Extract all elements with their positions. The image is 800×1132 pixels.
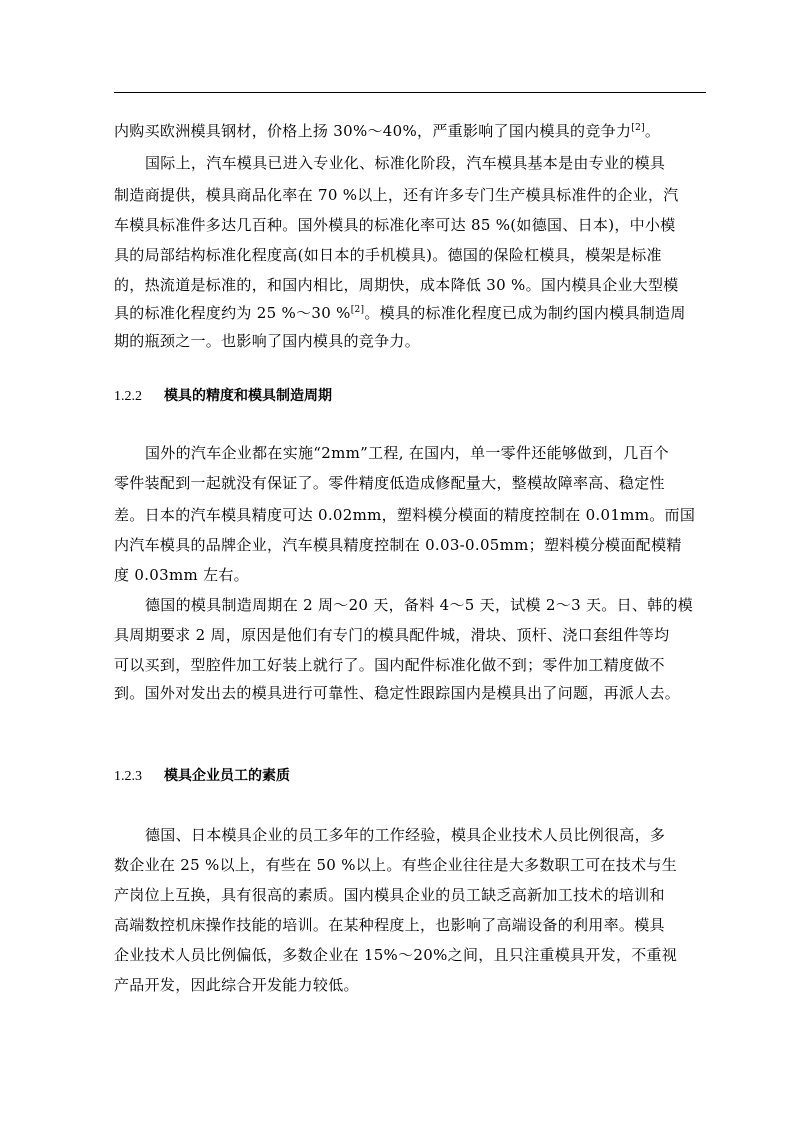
- paragraph-line: 到。国外对发出去的模具进行可靠性、稳定性跟踪国内是模具出了问题，再派人去。: [114, 684, 681, 702]
- paragraph-line: 的，热流道是标准的，和国内相比，周期快，成本降低 30 %。国内模具企业大型模: [114, 276, 679, 294]
- header-rule: [114, 92, 706, 93]
- section-title: 模具企业员工的素质: [164, 768, 290, 784]
- section-number: 1.2.3: [114, 769, 142, 784]
- line-text: 。: [644, 122, 661, 140]
- paragraph-line: [114, 121, 660, 141]
- line-text: 具的标准化程度约为 25 %～30 %: [114, 304, 351, 322]
- section-number: 1.2.2: [114, 389, 142, 404]
- paragraph-line: 产品开发，因此综合开发能力较低。: [114, 976, 359, 994]
- paragraph-line: 具周期要求 2 周，原因是他们有专门的模具配件城，滑块、顶杆、浇口套组件等均: [114, 626, 670, 644]
- citation-ref: [2]: [350, 305, 365, 315]
- paragraph-line: 高端数控机床操作技能的培训。在某种程度上，也影响了高端设备的利用率。模具: [114, 916, 665, 934]
- paragraph-line: 零件装配到一起就没有保证了。零件精度低造成修配量大，整模故障率高、稳定性: [114, 474, 665, 492]
- section-heading-1-2-3: [114, 766, 290, 787]
- paragraph-line: 具的局部结构标准化程度高(如日本的手机模具)。德国的保险杠模具，模架是标准: [114, 246, 662, 264]
- section-heading-1-2-2: [114, 386, 332, 407]
- paragraph-line: 企业技术人员比例偏低，多数企业在 15%～20%之间，且只注重模具开发，不重视: [114, 946, 678, 964]
- paragraph-line: 度 0.03mm 左右。: [114, 566, 249, 584]
- paragraph-line: 德国、日本模具企业的员工多年的工作经验，模具企业技术人员比例很高，多: [145, 826, 666, 844]
- paragraph-line: 车模具标准件多达几百种。国外模具的标准化率可达 85 %(如德国、日本)，中小模: [114, 216, 676, 234]
- line-text: 内购买欧洲模具钢材，价格上扬 30%～40%，严重影响了国内模具的竞争力: [114, 122, 632, 140]
- paragraph-line: 差。日本的汽车模具精度可达 0.02mm，塑料模分模面的精度控制在 0.01mm。而国: [114, 506, 696, 524]
- paragraph-line: 产岗位上互换，具有很高的素质。国内模具企业的员工缺乏高新加工技术的培训和: [114, 886, 665, 904]
- line-text: 。模具的标准化程度已成为制约国内模具制造周: [364, 304, 686, 322]
- citation-ref: [2]: [631, 123, 645, 133]
- paragraph-line: 德国的模具制造周期在 2 周～20 天，备料 4～5 天，试模 2～3 天。日、韩的模: [145, 596, 694, 614]
- paragraph-line: [114, 303, 686, 323]
- paragraph-line: 制造商提供，模具商品化率在 70 %以上，还有许多专门生产模具标准件的企业，汽: [114, 186, 679, 204]
- section-title: 模具的精度和模具制造周期: [164, 388, 332, 404]
- paragraph-line: 国外的汽车企业都在实施“2mm”工程, 在国内，单一零件还能够做到，几百个: [145, 444, 669, 462]
- paragraph-line: 期的瓶颈之一。也影响了国内模具的竞争力。: [114, 332, 421, 350]
- paragraph-line: 可以买到，型腔件加工好装上就行了。国内配件标准化做不到；零件加工精度做不: [114, 656, 665, 674]
- paragraph-line: 国际上，汽车模具已进入专业化、标准化阶段，汽车模具基本是由专业的模具: [145, 154, 666, 172]
- paragraph-line: 数企业在 25 %以上，有些在 50 %以上。有些企业往往是大多数职工可在技术与生: [114, 856, 678, 874]
- paragraph-line: 内汽车模具的品牌企业，汽车模具精度控制在 0.03-0.05mm；塑料模分模面配模精: [114, 536, 682, 554]
